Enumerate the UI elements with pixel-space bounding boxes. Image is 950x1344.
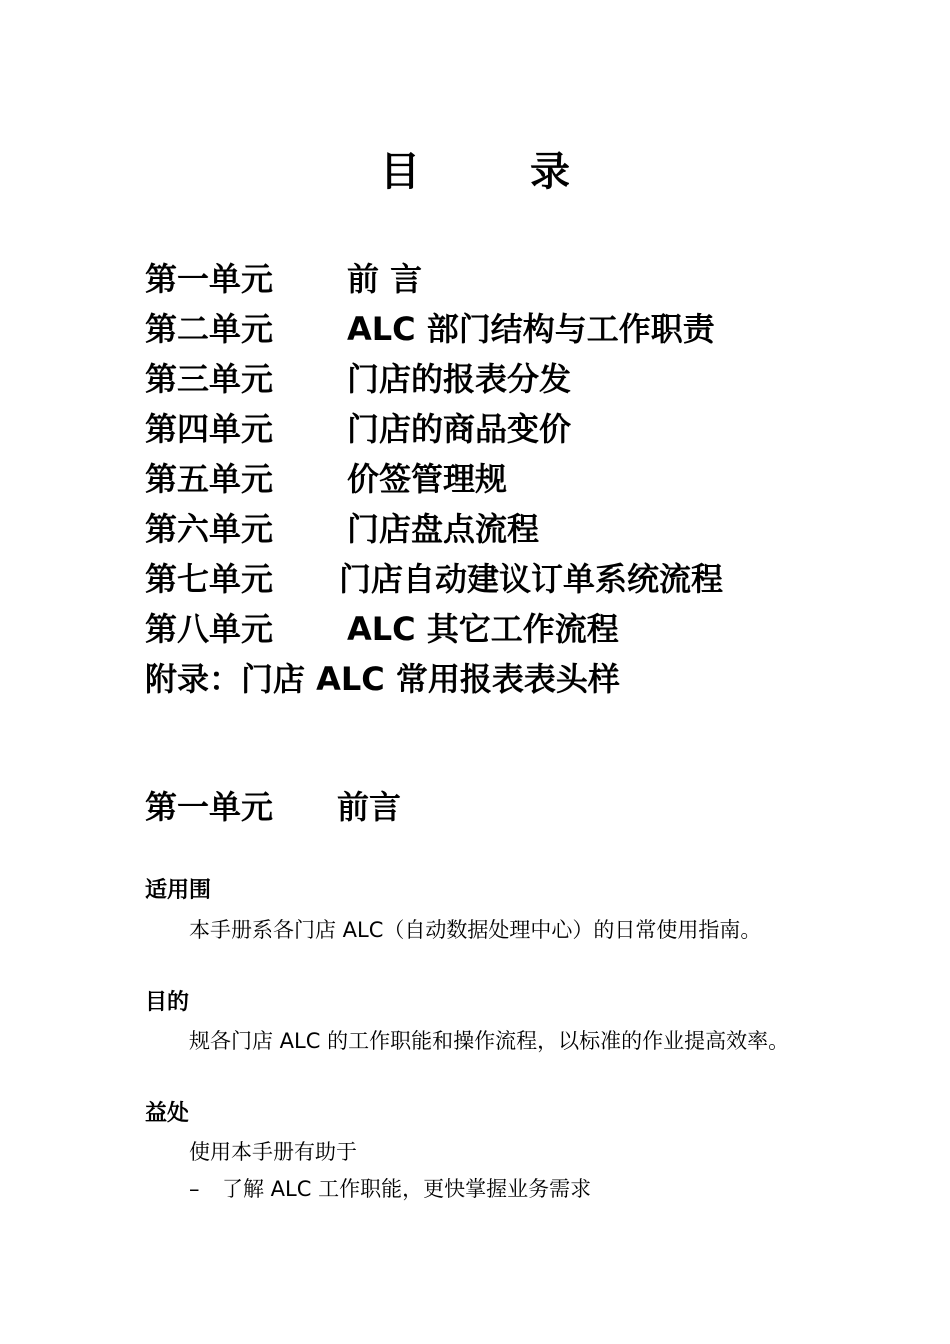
- benefit-item-text: 了解 ALC 工作职能，更快掌握业务需求: [222, 1177, 592, 1201]
- section-heading: [145, 782, 401, 828]
- toc-unit-label: 第四单元: [145, 410, 274, 448]
- toc-topic: 门店盘点流程: [347, 510, 540, 548]
- benefit-intro: 使用本手册有助于: [189, 1140, 357, 1164]
- toc-topic: 门店的报表分发: [347, 360, 572, 398]
- section-unit-label: 第一单元: [145, 788, 274, 826]
- toc-unit-label: 第七单元: [145, 560, 274, 598]
- toc-entry: [145, 552, 723, 602]
- toc-unit-label: 第二单元: [145, 310, 274, 348]
- toc-topic: 门店的商品变价: [347, 410, 572, 448]
- scope-heading: 适用围: [145, 878, 212, 903]
- toc-unit-label: 第六单元: [145, 510, 274, 548]
- toc-entry: [145, 252, 723, 302]
- dash-bullet: –: [189, 1177, 200, 1201]
- toc-unit-label: 第五单元: [145, 460, 274, 498]
- toc-unit-label: 第一单元: [145, 260, 274, 298]
- benefit-heading: 益处: [145, 1101, 190, 1126]
- document-title: 目 录: [380, 149, 618, 195]
- toc-entry: [145, 302, 723, 352]
- toc-entry: [145, 402, 723, 452]
- toc-entry: [145, 602, 723, 652]
- benefit-list-item: [189, 1173, 591, 1203]
- toc-topic: 门店自动建议订单系统流程: [339, 560, 724, 598]
- toc-unit-label: 第三单元: [145, 360, 274, 398]
- toc-topic: ALC 部门结构与工作职责: [347, 310, 715, 348]
- toc-entry: [145, 352, 723, 402]
- toc-topic: 价签管理规: [347, 460, 508, 498]
- toc-topic: 前 言: [347, 260, 423, 298]
- section-topic: 前言: [337, 788, 402, 826]
- toc-topic: ALC 其它工作流程: [347, 610, 619, 648]
- toc-entry: [145, 502, 723, 552]
- purpose-heading: 目的: [145, 990, 190, 1015]
- toc-unit-label: 第八单元: [145, 610, 274, 648]
- toc-appendix: 附录：门店 ALC 常用报表表头样: [145, 660, 620, 698]
- scope-text: 本手册系各门店 ALC（自动数据处理中心）的日常使用指南。: [189, 918, 762, 942]
- table-of-contents: [145, 252, 723, 702]
- toc-entry: [145, 452, 723, 502]
- purpose-text: 规各门店 ALC 的工作职能和操作流程，以标准的作业提高效率。: [189, 1029, 790, 1053]
